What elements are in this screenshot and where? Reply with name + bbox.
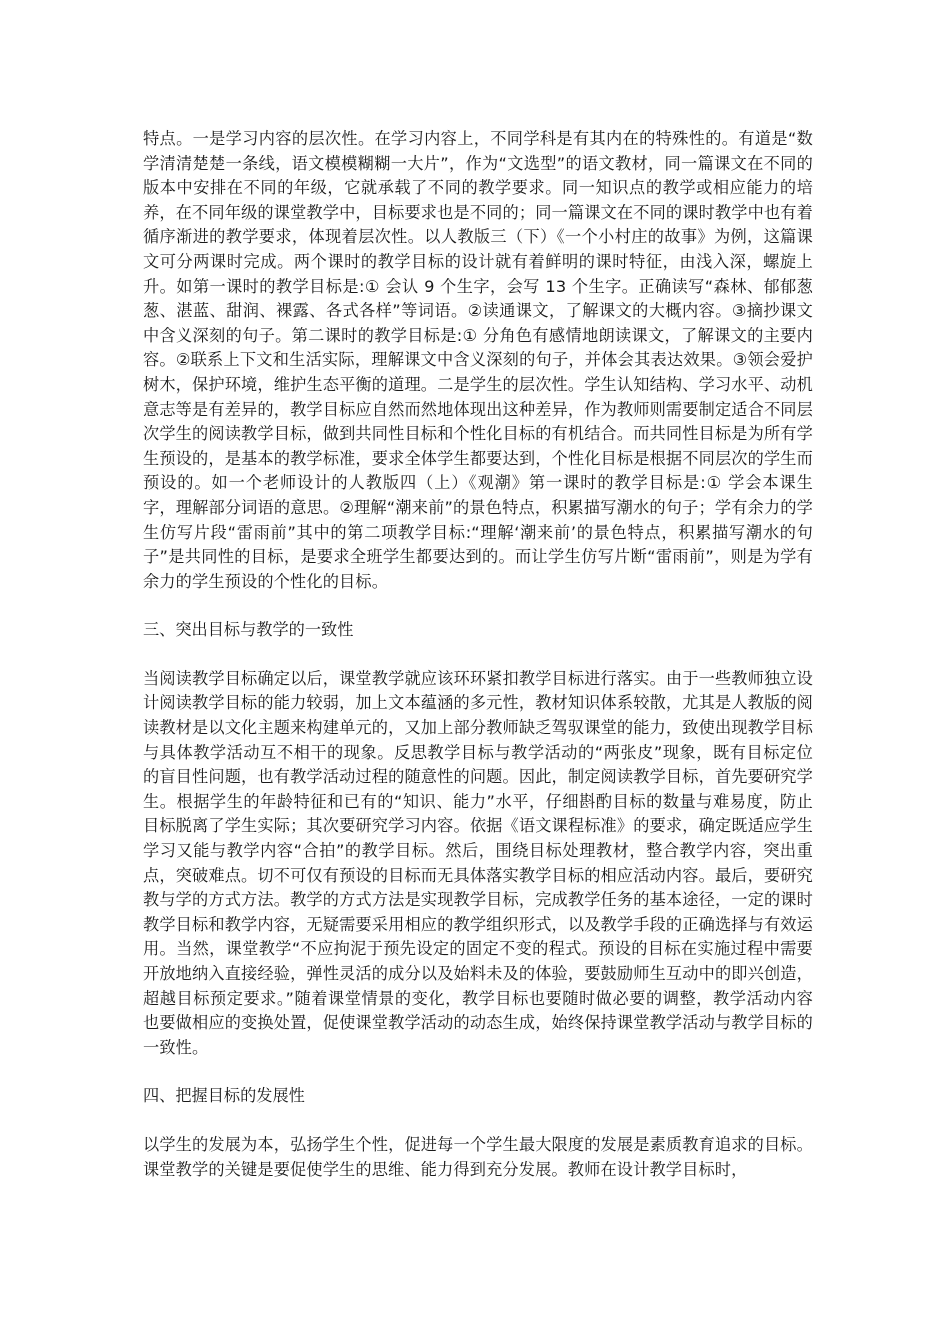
section-heading-consistency: 三、突出目标与教学的一致性 [143, 620, 354, 640]
heading-spacer [143, 643, 813, 667]
paragraph-spacer [143, 1060, 813, 1084]
paragraph-consistency: 当阅读教学目标确定以后，课堂教学就应该环环紧扣教学目标进行落实。由于一些教师独立设计阅读教学目标的能力较弱，加上文本蕴涵的多元性，教材知识体系较散，尤其是人教版的阅读教材是以文化主题来构建单元的，又加上部分教师缺乏驾驭课堂的能力，致使出现教学目标与具体教学活动互不相干的现象。反思教学目标与教学活动的“两张皮”现象，既有目标定位的盲目性问题，也有教学活动过程的随意性的问题。因此，制定阅读教学目标，首先要研究学生。根据学生的年龄特征和已有的“知识、能力”水平，仔细斟酌目标的数量与难易度，防止目标脱离了学生实际；其次要研究学习内容。依据《语文课程标准》的要求，确定既适应学生学习又能与教学内容“合拍”的教学目标。然后，围绕目标处理教材，整合教学内容，突出重点，突破难点。切不可仅有预设的目标而无具体落实教学目标的相应活动内容。最后，要研究教与学的方式方法。教学的方式方法是实现教学目标，完成教学任务的基本途径，一定的课时教学目标和教学内容，无疑需要采用相应的教学组织形式，以及教学手段的正确选择与有效运用。当然，课堂教学“不应拘泥于预先设定的固定不变的程式。预设的目标在实施过程中需要开放地纳入直接经验，弹性灵活的成分以及始料未及的体验，要鼓励师生互动中的即兴创造，超越目标预定要求。”随着课堂情景的变化，教学目标也要随时做必要的调整，教学活动内容也要做相应的变换处置，促使课堂教学活动的动态生成，始终保持课堂教学活动与教学目标的一致性。 [143, 668, 813, 1057]
paragraph-spacer [143, 594, 813, 618]
section-heading-development: 四、把握目标的发展性 [143, 1086, 305, 1106]
paragraph-development: 以学生的发展为本，弘扬学生个性，促进每一个学生最大限度的发展是素质教育追求的目标。课堂教学的关键是要促使学生的思维、能力得到充分发展。教师在设计教学目标时， [143, 1134, 813, 1179]
heading-spacer [143, 1109, 813, 1133]
document-page [143, 127, 813, 1182]
paragraph-learning-levels: 特点。一是学习内容的层次性。在学习内容上，不同学科是有其内在的特殊性的。有道是“数学清清楚楚一条线，语文模模糊糊一大片”，作为“文选型”的语文教材，同一篇课文在不同的版本中安排在不同的年级，它就承载了不同的教学要求。同一知识点的教学或相应能力的培养，在不同年级的课堂教学中，目标要求也是不同的；同一篇课文在不同的课时教学中也有着循序渐进的教学要求，体现着层次性。以人教版三（下）《一个小村庄的故事》为例，这篇课文可分两课时完成。两个课时的教学目标的设计就有着鲜明的课时特征，由浅入深，螺旋上升。如第一课时的教学目标是:① 会认 9 个生字，会写 13 个生字。正确读写“森林、郁郁葱葱、湛蓝、甜润、裸露、各式各样”等词语。②读通课文，了解课文的大概内容。③摘抄课文中含义深刻的句子。第二课时的教学目标是:① 分角色有感情地朗读课文，了解课文的主要内容。②联系上下文和生活实际，理解课文中含义深刻的句子，并体会其表达效果。③领会爱护树木，保护环境，维护生态平衡的道理。二是学生的层次性。学生认知结构、学习水平、动机意志等是有差异的，教学目标应自然而然地体现出这种差异，作为教师则需要制定适合不同层次学生的阅读教学目标，做到共同性目标和个性化目标的有机结合。而共同性目标是为所有学生预设的，是基本的教学标准，要求全体学生都要达到，个性化目标是根据不同层次的学生而预设的。如一个老师设计的人教版四（上）《观潮》第一课时的教学目标是:① 学会本课生字，理解部分词语的意思。②理解“潮来前”的景色特点，积累描写潮水的句子；学有余力的学生仿写片段“雷雨前”其中的第二项教学目标:“理解‘潮来前’的景色特点，积累描写潮水的句子”是共同性的目标，是要求全班学生都要达到的。而让学生仿写片断“雷雨前”，则是为学有余力的学生预设的个性化的目标。 [143, 129, 813, 591]
